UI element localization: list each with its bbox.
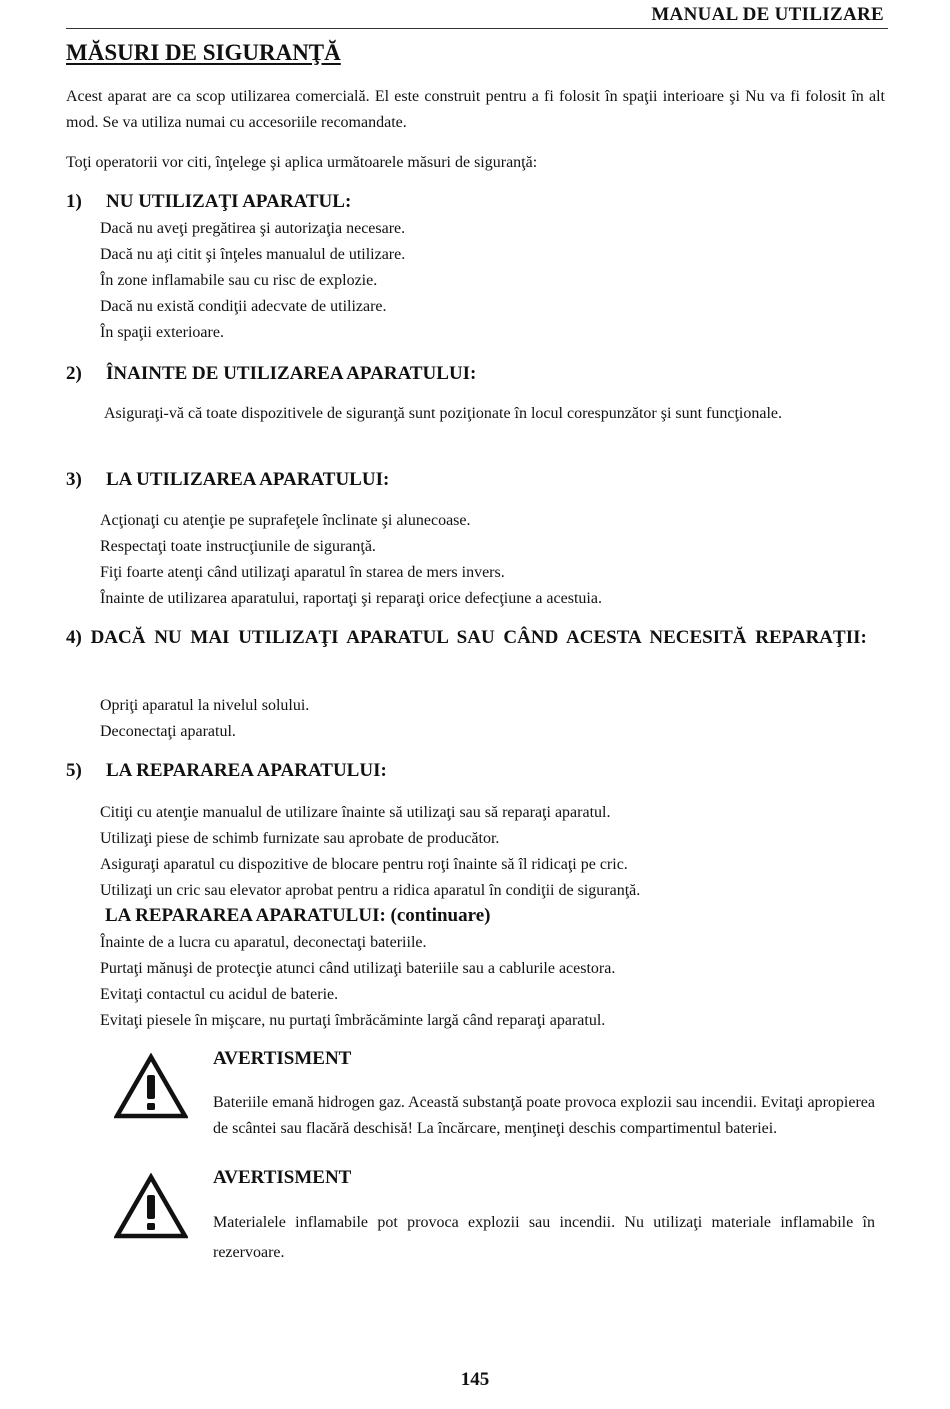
warning-text: Materialele inflamabile pot provoca explozii sau incendii. Nu utilizaţi materiale inflamabile în rezervoare. bbox=[213, 1214, 875, 1261]
section-3-heading bbox=[66, 467, 389, 493]
list-item: Utilizaţi piese de schimb furnizate sau aprobate de producător. bbox=[100, 830, 500, 847]
section-1-heading bbox=[66, 189, 351, 215]
section-number: 4) bbox=[66, 627, 82, 648]
list-item: Opriţi aparatul la nivelul solului. bbox=[100, 697, 310, 714]
section-number: 2) bbox=[66, 363, 82, 384]
section-title: ÎNAINTE DE UTILIZAREA APARATULUI: bbox=[106, 363, 477, 384]
list-item: În zone inflamabile sau cu risc de explozie. bbox=[100, 272, 378, 289]
list-item: Acţionaţi cu atenţie pe suprafeţele înclinate şi alunecoase. bbox=[100, 512, 471, 529]
continuation-heading: LA REPARAREA APARATULUI: (continuare) bbox=[105, 905, 491, 926]
page-number: 145 bbox=[460, 1369, 490, 1390]
list-item: Dacă nu există condiţii adecvate de utilizare. bbox=[100, 298, 387, 315]
list-item: Deconectaţi aparatul. bbox=[100, 723, 236, 740]
list-item: Purtaţi mănuşi de protecţie atunci când utilizaţi bateriile sau a cablurile acestora. bbox=[100, 960, 616, 977]
intro-instruction: Toţi operatorii vor citi, înţelege şi aplica următoarele măsuri de siguranţă: bbox=[66, 154, 538, 171]
section-number: 3) bbox=[66, 469, 82, 490]
list-item: Înainte de utilizarea aparatului, raportaţi şi reparaţi orice defecţiune a acestuia. bbox=[100, 590, 602, 607]
section-4-heading bbox=[66, 625, 885, 651]
section-2-heading bbox=[66, 361, 476, 387]
warning-triangle-icon bbox=[114, 1053, 188, 1119]
warning-text: Bateriile emană hidrogen gaz. Această substanţă poate provoca explozii sau incendii. Evitaţi apropierea de scântei sau flacără deschisă! La încărcare, menţineţi deschis compartimentul bateriei. bbox=[213, 1094, 875, 1137]
section-number: 5) bbox=[66, 760, 82, 781]
list-item: Respectaţi toate instrucţiunile de siguranţă. bbox=[100, 538, 376, 555]
list-item: Utilizaţi un cric sau elevator aprobat pentru a ridica aparatul în condiţii de siguranţă. bbox=[100, 882, 641, 899]
warning-title: AVERTISMENT bbox=[213, 1167, 352, 1188]
list-item: Asiguraţi aparatul cu dispozitive de blocare pentru roţi înainte să îl ridicaţi pe cric. bbox=[100, 856, 628, 873]
section-2-paragraph: Asiguraţi-vă că toate dispozitivele de siguranţă sunt poziţionate în locul corespunzător şi sunt funcţionale. bbox=[104, 405, 783, 422]
list-item: Înainte de a lucra cu aparatul, deconectaţi bateriile. bbox=[100, 934, 427, 951]
header-divider bbox=[66, 28, 888, 29]
section-number: 1) bbox=[66, 191, 82, 212]
list-item: Dacă nu aveţi pregătirea şi autorizaţia necesare. bbox=[100, 220, 406, 237]
section-5-heading bbox=[66, 758, 387, 784]
warning-title: AVERTISMENT bbox=[213, 1048, 352, 1069]
section-title: NU UTILIZAŢI APARATUL: bbox=[106, 191, 352, 212]
list-item: În spaţii exterioare. bbox=[100, 324, 224, 341]
list-item: Citiţi cu atenţie manualul de utilizare înainte să utilizaţi sau să reparaţi aparatul. bbox=[100, 804, 611, 821]
warning-triangle-icon bbox=[114, 1173, 188, 1239]
manual-header-title: MANUAL DE UTILIZARE bbox=[651, 4, 884, 25]
list-item: Evitaţi contactul cu acidul de baterie. bbox=[100, 986, 339, 1003]
list-item: Evitaţi piesele în mişcare, nu purtaţi îmbrăcăminte largă când reparaţi aparatul. bbox=[100, 1012, 606, 1029]
intro-paragraph: Acest aparat are ca scop utilizarea comercială. El este construit pentru a fi folosit în spaţii interioare şi Nu va fi folosit în alt mod. Se va utiliza numai cu accesoriile recomandate. bbox=[66, 88, 885, 131]
page-title: MĂSURI DE SIGURANŢĂ bbox=[66, 40, 341, 65]
section-title: DACĂ NU MAI UTILIZAŢI APARATUL SAU CÂND ACESTA NECESITĂ REPARAŢII: bbox=[90, 627, 867, 648]
list-item: Fiţi foarte atenţi când utilizaţi aparatul în starea de mers invers. bbox=[100, 564, 505, 581]
list-item: Dacă nu aţi citit şi înţeles manualul de utilizare. bbox=[100, 246, 406, 263]
section-title: LA UTILIZAREA APARATULUI: bbox=[106, 469, 390, 490]
section-title: LA REPARAREA APARATULUI: bbox=[106, 760, 387, 781]
